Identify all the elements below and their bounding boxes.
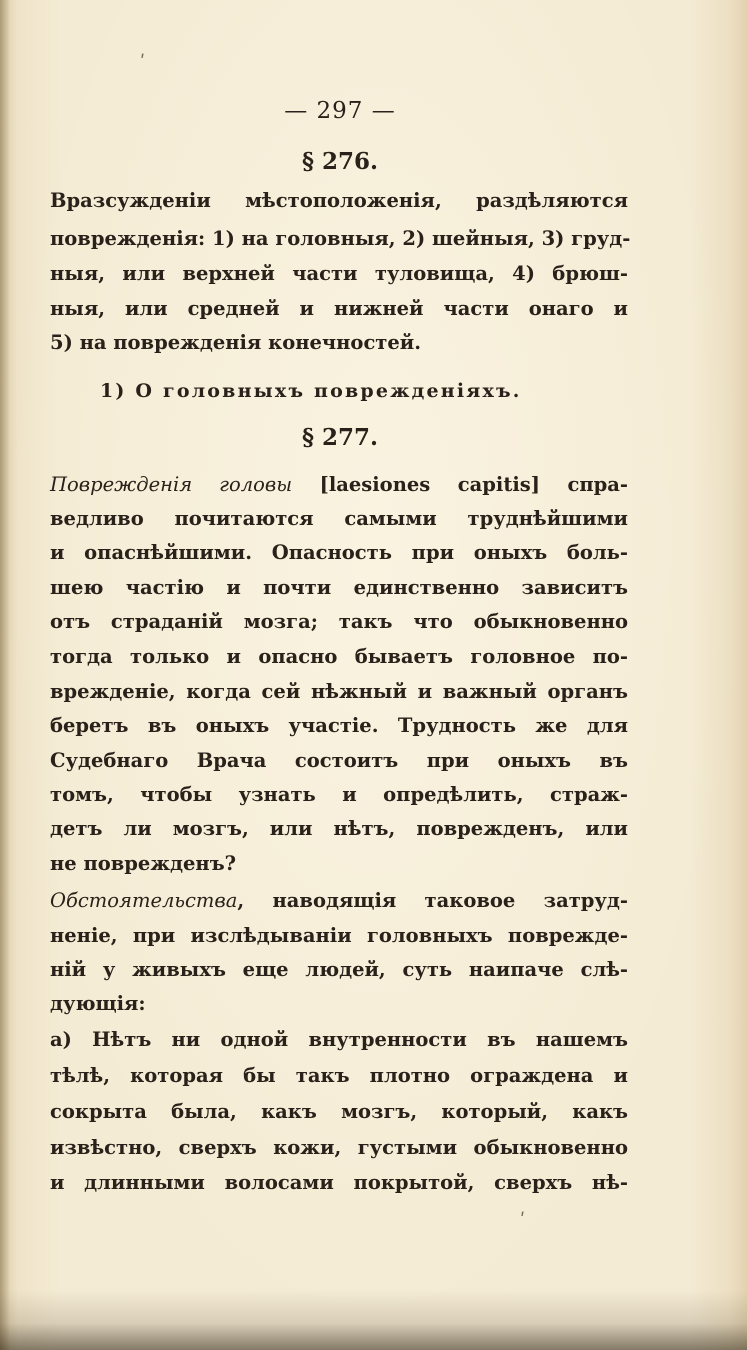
text-line: шею частію и почти единственно зависитъ xyxy=(50,576,628,599)
text-line: ныя, или верхней части туловища, 4) брюш- xyxy=(50,262,628,285)
italic-term: Обстоятельства xyxy=(50,889,238,912)
text-line: Вразсужденіи мѣстоположенія, раздѣляются xyxy=(50,189,628,212)
text-line: тогда только и опасно бываетъ головное по- xyxy=(50,645,628,668)
text-line-first xyxy=(50,888,628,914)
section-276-title: § 276. xyxy=(301,148,379,175)
text-fragment: [laesiones capitis] спра- xyxy=(292,473,628,496)
text-line: неніе, при изслѣдываніи головныхъ поврежде- xyxy=(50,924,628,947)
text-line: и длинными волосами покрытой, сверхъ нѣ- xyxy=(50,1171,628,1194)
text-line: детъ ли мозгъ, или нѣтъ, поврежденъ, или xyxy=(50,817,628,840)
text-line: ныя, или средней и нижней части онаго и xyxy=(50,297,628,320)
text-line-first xyxy=(50,472,628,498)
page-gutter-shadow xyxy=(0,0,10,1350)
text-line: сокрыта была, какъ мозгъ, который, какъ xyxy=(50,1100,628,1123)
text-line: извѣстно, сверхъ кожи, густыми обыкновенно xyxy=(50,1136,628,1159)
text-line: 5) на поврежденія конечностей. xyxy=(50,331,422,354)
page-number: — 297 — xyxy=(284,98,396,124)
page-bottom-shadow xyxy=(0,1290,747,1350)
text-line: тѣлѣ, которая бы такъ плотно ограждена и xyxy=(50,1064,628,1087)
text-line: поврежденія: 1) на головныя, 2) шейныя, 3) груд- xyxy=(50,227,631,250)
text-line: ній у живыхъ еще людей, суть наипаче слѣ- xyxy=(50,958,628,981)
text-line: томъ, чтобы узнать и опредѣлить, страж- xyxy=(50,783,628,806)
text-line: а) Нѣтъ ни одной внутренности въ нашемъ xyxy=(50,1028,628,1051)
text-line: беретъ въ оныхъ участіе. Трудность же для xyxy=(50,714,628,737)
section-277-title: § 277. xyxy=(301,424,379,451)
text-line: дующія: xyxy=(50,992,146,1015)
text-line: и опаснѣйшими. Опасность при оныхъ боль- xyxy=(50,541,628,564)
text-line: врежденіе, когда сей нѣжный и важный органъ xyxy=(50,680,628,703)
ink-speck: ʹ xyxy=(520,1210,526,1231)
ink-speck: ʹ xyxy=(140,52,146,73)
text-line: ведливо почитаются самыми труднѣйшими xyxy=(50,507,628,530)
text-line: не поврежденъ? xyxy=(50,852,237,875)
chapter-heading: 1) О головныхъ поврежденіяхъ. xyxy=(100,380,522,402)
text-fragment: , наводящія таковое затруд- xyxy=(237,889,628,912)
text-line: Судебнаго Врача состоитъ при оныхъ въ xyxy=(50,749,628,772)
italic-term: Поврежденія головы xyxy=(50,473,293,496)
text-line: отъ страданій мозга; такъ что обыкновенно xyxy=(50,610,628,633)
